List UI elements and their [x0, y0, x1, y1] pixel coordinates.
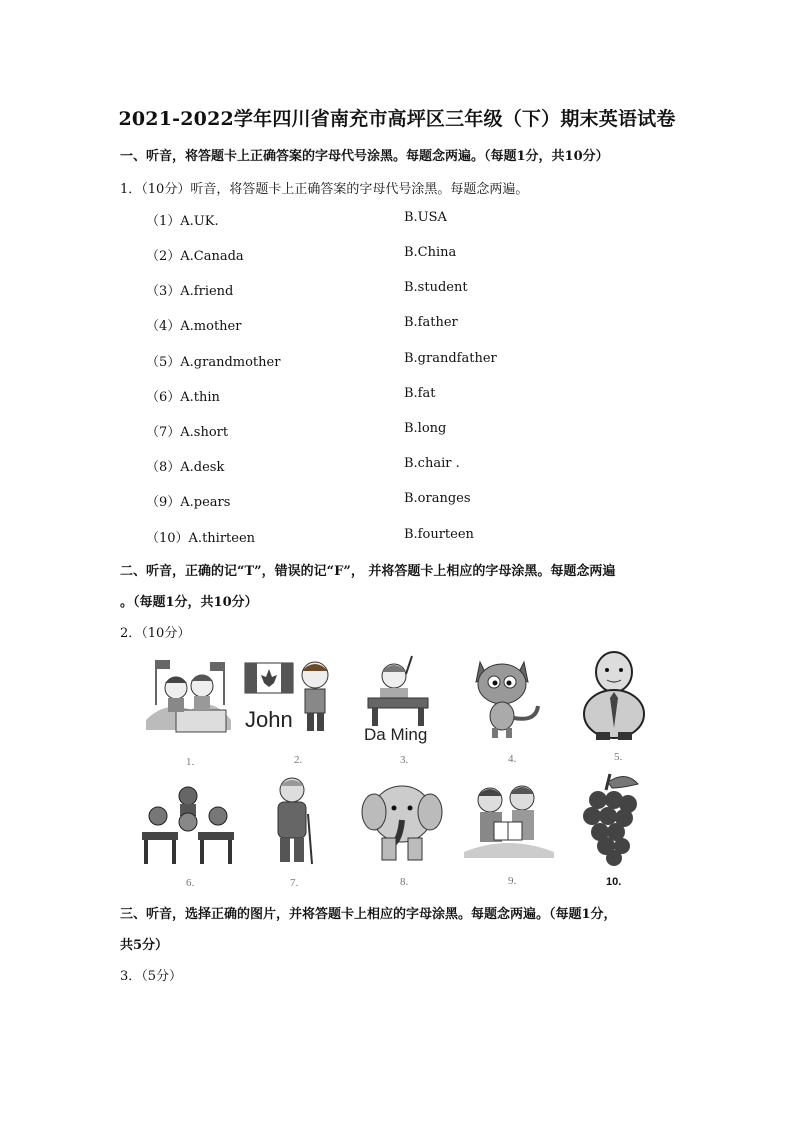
page-title: 2021-2022学年四川省南充市高坪区三年级（下）期末英语试卷	[118, 108, 676, 130]
option-a: （4）A.mother	[146, 319, 242, 334]
cat-icon	[466, 652, 546, 742]
section2-heading-cont: 。（每题1分，共10分）	[120, 595, 258, 610]
classroom-students-icon	[138, 782, 238, 867]
option-a: （7）A.short	[146, 425, 229, 440]
picture-number-5: 5.	[614, 751, 623, 763]
question3-stem: 3．（5分）	[120, 969, 183, 984]
option-b: B.oranges	[404, 491, 471, 506]
picture-number-9: 9.	[508, 875, 517, 887]
option-b: B.fourteen	[404, 527, 474, 542]
picture-number-7: 7.	[290, 877, 299, 889]
fat-man-icon	[574, 648, 654, 743]
picture-number-2: 2.	[294, 754, 303, 766]
option-a: （1）A.UK.	[146, 214, 219, 229]
section1-heading: 一、听音，将答题卡上正确答案的字母代号涂黑。每题念两遍。（每题1分，共10分）	[120, 149, 609, 164]
option-b: B.long	[404, 421, 447, 436]
option-a: （5）A.grandmother	[146, 355, 281, 370]
option-a: （9）A.pears	[146, 495, 231, 510]
option-a: （10）A.thirteen	[146, 531, 256, 546]
picture-number-10: 10.	[606, 876, 622, 888]
option-a: （8）A.desk	[146, 460, 225, 475]
grapes-icon	[576, 770, 646, 870]
option-a: （2）A.Canada	[146, 249, 244, 264]
elephant-icon	[360, 776, 445, 866]
da-ming-caption: Da Ming	[364, 725, 428, 744]
john-caption: John	[245, 707, 293, 732]
option-b: B.grandfather	[404, 351, 497, 366]
question1-stem: 1．（10分）听音，将答题卡上正确答案的字母代号涂黑。每题念两遍。	[120, 182, 529, 197]
option-b: B.chair .	[404, 456, 460, 471]
section3-heading-cont: 共5分）	[120, 938, 169, 953]
picture-number-3: 3.	[400, 754, 409, 766]
section3-heading: 三、听音，选择正确的图片，并将答题卡上相应的字母涂黑。每题念两遍。（每题1分，	[120, 907, 617, 922]
children-reading-icon	[458, 774, 558, 864]
boy-at-desk-icon	[360, 650, 440, 745]
picture-number-4: 4.	[508, 753, 517, 765]
section2-heading: 二、听音，正确的记“T”，错误的记“F”， 并将答题卡上相应的字母涂黑。每题念两遍	[120, 564, 616, 579]
option-a: （6）A.thin	[146, 390, 220, 405]
picture-number-1: 1.	[186, 756, 195, 768]
picture-number-8: 8.	[400, 876, 409, 888]
question2-stem: 2．（10分）	[120, 626, 191, 641]
canada-flag-boy-icon	[243, 655, 343, 740]
option-a: （3）A.friend	[146, 284, 234, 299]
option-b: B.fat	[404, 386, 436, 401]
option-b: B.China	[404, 245, 457, 260]
old-man-icon	[264, 774, 324, 869]
option-b: B.USA	[404, 210, 447, 225]
picture-number-6: 6.	[186, 877, 195, 889]
children-flags-icon	[136, 650, 236, 740]
option-b: B.father	[404, 315, 458, 330]
option-b: B.student	[404, 280, 468, 295]
